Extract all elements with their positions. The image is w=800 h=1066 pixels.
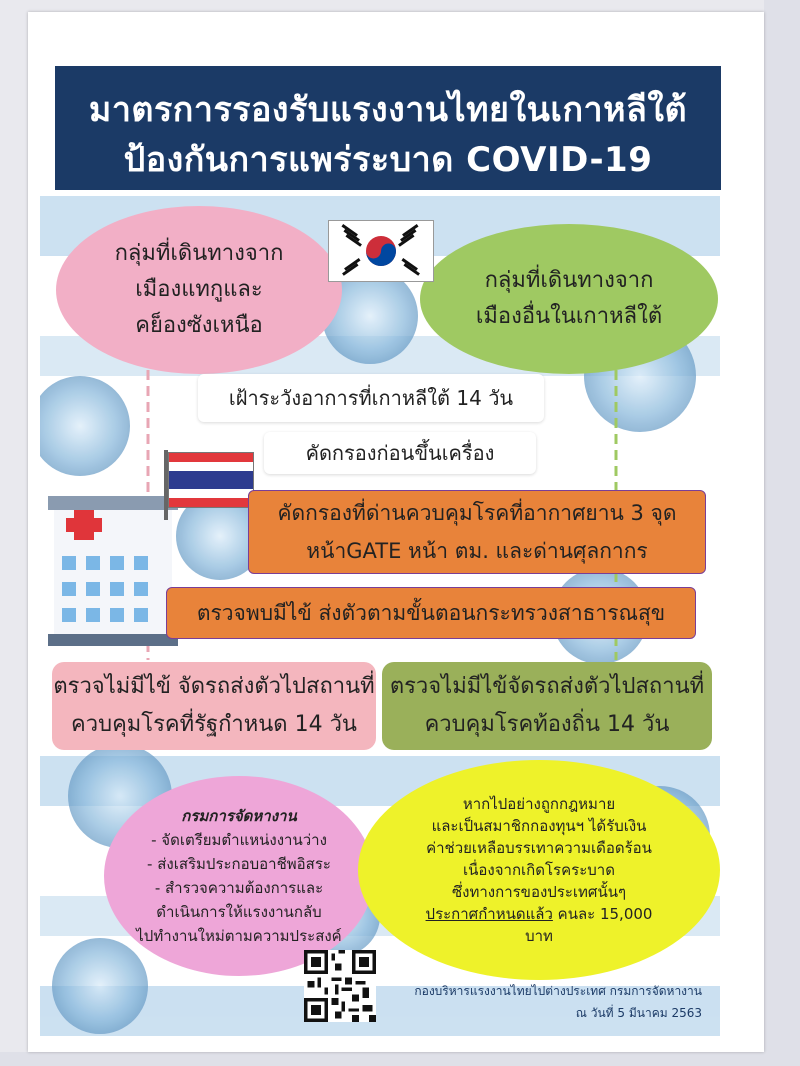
fund-line: ซึ่งทางการของประเทศนั้นๆ — [451, 883, 627, 901]
footer-organization: กองบริหารแรงงานไทยไปต่างประเทศ กรมการจัดหางาน — [414, 984, 702, 998]
state-quarantine-line1: ตรวจไม่มีไข้ จัดรถส่งตัวไปสถานที่ — [53, 674, 375, 699]
group-other-cities-ellipse — [420, 224, 718, 374]
fund-amount-line — [426, 903, 653, 925]
fever-detected-text: ตรวจพบมีไข้ ส่งตัวตามขั้นตอนกระทรวงสาธารณสุข — [196, 600, 666, 625]
airport-screening-box — [248, 490, 706, 574]
korea-flag-icon — [328, 220, 434, 282]
pre-board-screening-box — [264, 432, 536, 474]
airport-screening-line1: คัดกรองที่ด่านควบคุมโรคที่อากาศยาน 3 จุด — [277, 501, 677, 525]
fund-currency: บาท — [525, 927, 553, 945]
employment-item: - สำรวจความต้องการและ — [154, 879, 324, 897]
poster-footer — [380, 980, 702, 1024]
monitor-korea-box — [198, 374, 544, 422]
fund-line: และเป็นสมาชิกกองทุนฯ ได้รับเงิน — [431, 817, 647, 835]
employment-department-ellipse — [104, 776, 374, 976]
group-daegu-line3: คย็องซังเหนือ — [135, 313, 263, 338]
group-daegu-line2: เมืองแทกูและ — [135, 277, 263, 302]
fever-detected-box — [166, 587, 696, 639]
fund-amount-text: คนละ 15,000 — [552, 905, 653, 923]
state-quarantine-line2: ควบคุมโรคที่รัฐกำหนด 14 วัน — [71, 712, 357, 737]
group-other-line2: เมืองอื่นในเกาหลีใต้ — [475, 304, 663, 329]
header-title-line1: มาตรการรองรับแรงงานไทยในเกาหลีใต้ — [88, 90, 688, 130]
employment-item: ดำเนินการให้แรงงานกลับ — [156, 903, 322, 921]
pre-board-screening-text: คัดกรองก่อนขึ้นเครื่อง — [305, 441, 495, 465]
fund-line: หากไปอย่างถูกกฎหมาย — [462, 795, 616, 813]
employment-item: - ส่งเสริมประกอบอาชีพอิสระ — [147, 855, 331, 873]
no-fever-local-quarantine-box — [382, 662, 712, 750]
fund-line: เนื่องจากเกิดโรคระบาด — [463, 861, 615, 879]
qr-code[interactable] — [304, 950, 376, 1022]
group-daegu-ellipse — [56, 206, 342, 374]
employment-item: - จัดเตรียมตำแหน่งงานว่าง — [151, 831, 327, 849]
header-title-line2: ป้องกันการแพร่ระบาด COVID-19 — [123, 140, 653, 180]
fund-announced-text: ประกาศกำหนดแล้ว — [425, 905, 553, 923]
group-other-line1: กลุ่มที่เดินทางจาก — [484, 268, 654, 293]
local-quarantine-line2: ควบคุมโรคท้องถิ่น 14 วัน — [424, 712, 670, 737]
monitor-korea-text: เฝ้าระวังอาการที่เกาหลีใต้ 14 วัน — [228, 386, 514, 410]
no-fever-state-quarantine-box — [52, 662, 376, 750]
group-daegu-line1: กลุ่มที่เดินทางจาก — [114, 241, 284, 266]
airport-screening-line2: หน้าGATE หน้า ตม. และด่านศุลกากร — [306, 539, 648, 563]
fund-line: ค่าช่วยเหลือบรรเทาความเดือดร้อน — [426, 839, 652, 857]
employment-item: ไปทำงานใหม่ตามความประสงค์ — [136, 927, 342, 945]
footer-date: ณ วันที่ 5 มีนาคม 2563 — [575, 1006, 702, 1020]
fund-assistance-ellipse — [358, 760, 720, 980]
hospital-icon — [48, 496, 178, 646]
thailand-flag-icon — [168, 452, 254, 508]
local-quarantine-line1: ตรวจไม่มีไข้จัดรถส่งตัวไปสถานที่ — [389, 674, 705, 699]
employment-department-heading: กรมการจัดหางาน — [181, 807, 297, 825]
